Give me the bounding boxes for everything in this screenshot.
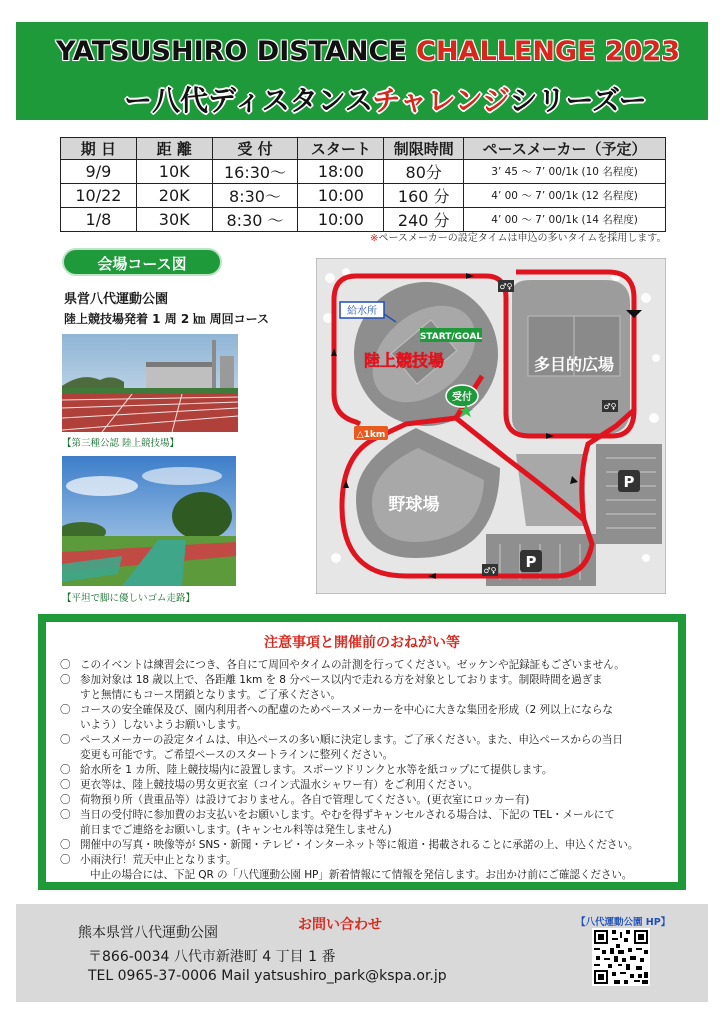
contact-title: お問い合わせ: [298, 917, 382, 933]
header-reception: 受 付: [212, 138, 298, 160]
parking-label: P: [623, 473, 635, 491]
bullet-icon: 〇: [60, 674, 71, 686]
header-start: スタート: [298, 138, 384, 160]
cell-time-limit: 240 分: [384, 208, 464, 232]
cell-start: 18:00: [298, 160, 384, 184]
cell-reception: 16:30〜: [212, 160, 298, 184]
cell-distance: 30K: [136, 208, 212, 232]
svg-text:♂♀: ♂♀: [499, 282, 513, 291]
header-pacemaker: ペースメーカー（予定）: [464, 138, 666, 160]
rubber-path-photo: [62, 456, 236, 586]
notice-item-text: ペースメーカーの設定タイムは、申込ペースの多い順に決定します。ご了承ください。また、申込ペースからの当日: [80, 734, 623, 746]
notice-item-continuation: 変更も可能です。ご希望ペースのスタートラインに整列ください。: [80, 749, 394, 761]
notice-item-continuation: すと無情にもコース閉鎖となります。ご了承ください。: [80, 689, 341, 701]
notice-item-text: 参加対象は 18 歳以上で、各距離 1km を 8 分ペース以内で走れる方を対象としております。制限時間を過ぎま: [80, 674, 603, 686]
baseball-label: 野球場: [388, 495, 440, 515]
water-station-label: 給水所: [347, 306, 377, 317]
notice-item: [60, 733, 664, 748]
notice-list: [60, 658, 664, 883]
contact-tel-mail: TEL 0965-37-0006 Mail yatsushiro_park@kspa.or.jp: [88, 968, 447, 984]
banner-subtitle-part3: シリーズ: [509, 84, 619, 117]
cell-start: 10:00: [298, 208, 384, 232]
cell-pacemaker: 4’ 00 ～ 7’ 00/1k (14 名程度): [464, 208, 666, 232]
notice-item-text: コースの安全確保及び、園内利用者への配慮のためペースメーカーを中心に大きな集団を形成（2 列以上にならな: [80, 704, 613, 716]
schedule-table: [60, 137, 666, 232]
banner-title-part2: CHALLENGE 2023: [416, 36, 681, 67]
cell-date: 10/22: [61, 184, 137, 208]
svg-text:♂♀: ♂♀: [603, 402, 617, 411]
bullet-icon: 〇: [60, 854, 71, 866]
notice-item-text: 給水所を 1 カ所、陸上競技場内に設置します。スポーツドリンクと水等を紙コップにて提供します。: [80, 764, 553, 776]
reception-label: 受付: [452, 392, 472, 403]
cell-reception: 8:30 〜: [212, 208, 298, 232]
notice-item-continuation: 中止の場合には、下記 QR の「八代運動公園 HP」新着情報にて情報を発信します。お出かけ前にご確認ください。: [90, 869, 633, 881]
course-map: [316, 258, 666, 594]
notice-item: [60, 793, 664, 808]
cell-date: 9/9: [61, 160, 137, 184]
bullet-icon: 〇: [60, 764, 71, 776]
table-row: [61, 184, 666, 208]
cell-distance: 10K: [136, 160, 212, 184]
header-time-limit: 制限時間: [384, 138, 464, 160]
km-marker-label: △1km: [356, 430, 386, 440]
title-banner: [16, 22, 708, 120]
notice-item-continuation: 前日までご連絡をお願いします。(キャンセル料等は発生しません): [80, 824, 392, 836]
notice-item: [60, 778, 664, 793]
bullet-icon: 〇: [60, 779, 71, 791]
notice-item-text: 開催中の写真・映像等が SNS・新聞・テレビ・インターネット等に報道・掲載されることに承諾の上、申込ください。: [80, 839, 639, 851]
notice-title: 注意事項と開催前のおねがい等: [264, 635, 460, 651]
venue-name: 県営八代運動公園: [64, 292, 169, 307]
cell-distance: 20K: [136, 184, 212, 208]
bullet-icon: 〇: [60, 704, 71, 716]
notice-item-text: このイベントは練習会につき、各自にて周回やタイムの計測を行ってください。ゼッケンや記録証もございません。: [80, 659, 625, 671]
bullet-icon: 〇: [60, 809, 71, 821]
table-row: [61, 160, 666, 184]
toilet-icon: [602, 400, 618, 412]
notice-item: [60, 808, 664, 823]
banner-subtitle-dash-right: ー: [618, 84, 647, 117]
notice-item-text: 小雨決行！荒天中止となります。: [80, 854, 237, 866]
notice-item: [60, 673, 664, 688]
bullet-icon: 〇: [60, 734, 71, 746]
notice-item-text: 荷物預り所（貴重品等）は設けておりません。各自で管理してください。(更衣室にロッカー有): [80, 794, 530, 806]
note-mark: ※: [370, 233, 379, 244]
bullet-icon: 〇: [60, 839, 71, 851]
cell-pacemaker: 4’ 00 ～ 7’ 00/1k (12 名程度): [464, 184, 666, 208]
plaza-label: 多目的広場: [533, 355, 615, 374]
notice-item: [60, 853, 664, 868]
notice-item-text: 当日の受付時に参加費のお支払いをお願いします。やむを得ずキャンセルされる場合は、下記の TEL・メールにて: [80, 809, 615, 821]
parking-label: P: [525, 553, 537, 571]
cell-reception: 8:30〜: [212, 184, 298, 208]
start-goal-label: START/GOAL: [419, 332, 483, 342]
bullet-icon: 〇: [60, 794, 71, 806]
toilet-icon: [498, 280, 514, 292]
banner-title: [56, 36, 680, 67]
cell-start: 10:00: [298, 184, 384, 208]
venue-course-description: 陸上競技場発着 1 周 2 ㎞ 周回コース: [64, 312, 269, 326]
header-distance: 距 離: [136, 138, 212, 160]
banner-title-part1: YATSUSHIRO DISTANCE: [56, 36, 407, 67]
banner-subtitle-dash-left: ー: [124, 84, 153, 117]
table-row: [61, 208, 666, 232]
schedule-header-row: [61, 138, 666, 160]
banner-subtitle-part1: 八代ディスタンス: [152, 84, 373, 117]
cell-time-limit: 80分: [384, 160, 464, 184]
notice-item-text: 更衣等は、陸上競技場の男女更衣室（コイン式温水シャワー有）をご利用ください。: [80, 779, 479, 791]
toilet-icon: [482, 564, 498, 576]
notice-box: [38, 614, 686, 890]
cell-pacemaker: 3’ 45 ～ 7’ 00/1k (10 名程度): [464, 160, 666, 184]
cell-time-limit: 160 分: [384, 184, 464, 208]
bullet-icon: 〇: [60, 659, 71, 671]
stadium-label: 陸上競技場: [363, 351, 445, 370]
notice-item-continuation: いよう）しないようお願いします。: [80, 719, 248, 731]
notice-item: [60, 703, 664, 718]
venue-course-map-heading: 会場コース図: [62, 248, 222, 276]
banner-subtitle-part2: チャレンジ: [372, 84, 510, 117]
qr-label: 【八代運動公園 HP】: [576, 917, 671, 928]
stadium-photo-caption: 【第三種公認 陸上競技場】: [62, 438, 180, 449]
qr-code-icon[interactable]: [592, 928, 650, 986]
rubber-path-caption: 【平坦で脚に優しいゴム走路】: [62, 593, 196, 604]
pacemaker-note: [370, 229, 667, 244]
note-text: ペースメーカーの設定タイムは申込の多いタイムを採用します。: [378, 233, 667, 244]
notice-item: [60, 838, 664, 853]
contact-address: 〒866-0034 八代市新港町 4 丁目 1 番: [88, 949, 336, 965]
notice-item: [60, 658, 664, 673]
svg-text:♂♀: ♂♀: [483, 566, 497, 575]
cell-date: 1/8: [61, 208, 137, 232]
stadium-track-photo: [62, 334, 238, 432]
contact-footer: [16, 904, 708, 1002]
header-date: 期 日: [61, 138, 137, 160]
banner-subtitle: [124, 79, 647, 119]
notice-item: [60, 763, 664, 778]
contact-organization: 熊本県営八代運動公園: [78, 925, 218, 941]
